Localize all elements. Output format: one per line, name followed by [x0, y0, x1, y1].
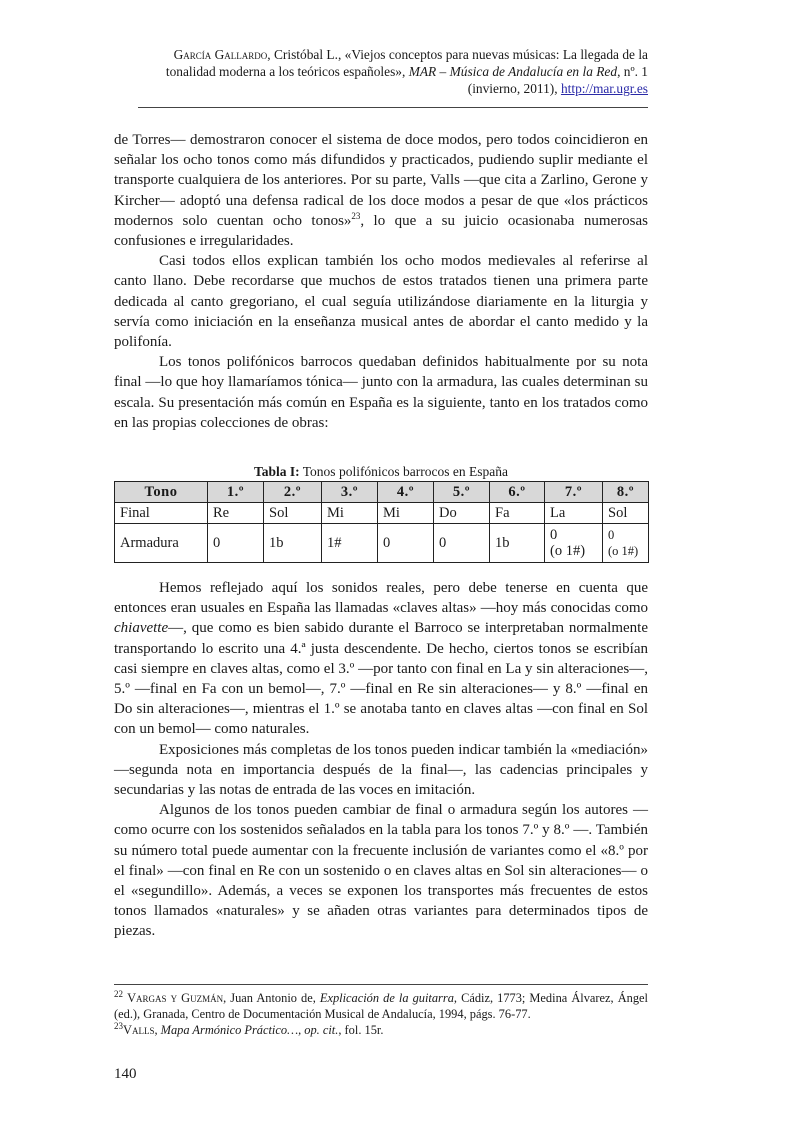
- table-cell: Fa: [490, 503, 545, 524]
- paragraph: Los tonos polifónicos barrocos quedaban definidos habitualmente por su nota final —lo que hoy llamaríamos tónica— junto con la armadura, las cuales determinan su escala. Su presentación más común en España es la siguiente, tanto en los tratados como en las propias colecciones de obras:: [114, 354, 648, 431]
- footnote-23: [114, 1022, 648, 1038]
- footnote-text: , Cádiz, 1773; Medina Álvarez, Ángel (ed.), Granada, Centro de Documentación Musical de Andalucía, 1994, págs. 76-77.: [114, 991, 648, 1021]
- table-cell: Final: [115, 503, 208, 524]
- paragraph-text: , lo que a su juicio ocasionaba numerosas confusiones e irregularidades.: [114, 212, 648, 250]
- table-cell: 0: [434, 524, 490, 563]
- footnote-number: 22: [114, 988, 123, 999]
- table-cell: La: [545, 503, 603, 524]
- footnote-title: Mapa Armónico Práctico…, op. cit.: [160, 1023, 339, 1037]
- table-cell: 1b: [490, 524, 545, 563]
- footnote-22: [114, 990, 648, 1022]
- table-cell: 0: [378, 524, 434, 563]
- cell-line: (o 1#): [550, 543, 586, 559]
- header-rule: [138, 107, 648, 108]
- cell-line: 0: [608, 528, 615, 542]
- table-cell: Mi: [378, 503, 434, 524]
- footnotes: [114, 990, 648, 1038]
- table-header-row: [115, 482, 649, 503]
- footnote-text: , fol. 15r.: [338, 1023, 384, 1037]
- header-cell: 1.º: [208, 482, 264, 503]
- header-cell: 8.º: [603, 482, 649, 503]
- running-header: [130, 46, 648, 97]
- table-cell: Sol: [603, 503, 649, 524]
- table-cell: Do: [434, 503, 490, 524]
- footnote-title: Explicación de la guitarra: [319, 991, 454, 1005]
- paragraph-text: Hemos reflejado aquí los sonidos reales, pero debe tenerse en cuenta que entonces eran usuales en España las llamadas «claves altas» —hoy más conocidas como: [114, 580, 648, 617]
- footnote-number: 23: [114, 1020, 123, 1031]
- footnote-rule: [114, 984, 648, 985]
- table-cell: 1#: [322, 524, 378, 563]
- footnote-ref-23[interactable]: 23: [351, 210, 361, 221]
- table-cell: [603, 524, 649, 563]
- header-cell: 3.º: [322, 482, 378, 503]
- header-cell: 4.º: [378, 482, 434, 503]
- cell-line: (o 1#): [608, 544, 639, 558]
- tones-table: [114, 481, 649, 563]
- header-cell: Tono: [115, 482, 208, 503]
- paragraph: [114, 130, 648, 251]
- table-cell: Re: [208, 503, 264, 524]
- footnote-author: Vargas y Guzmán: [127, 991, 224, 1005]
- caption-label: Tabla I:: [253, 464, 300, 479]
- table-cell: Sol: [264, 503, 322, 524]
- table-caption: [114, 463, 648, 480]
- table-row: [115, 503, 649, 524]
- header-cell: 6.º: [490, 482, 545, 503]
- header-cell: 5.º: [434, 482, 490, 503]
- table-cell: 0: [208, 524, 264, 563]
- table-cell: Armadura: [115, 524, 208, 563]
- paragraph: Algunos de los tonos pueden cambiar de final o armadura según los autores —como ocurre con los sostenidos señalados en la tabla para los tonos 7.º y 8.º —. También su número total puede aumentar con la frecuente inclusión de variantes como el «8.º por el final» —con final en Re con un sostenido o en claves altas en Sol sin alteraciones— o el «segundillo». Además, a veces se exponen los transportes más frecuentes de estos tonos llamados «naturales» y se añaden otras variantes para determinados tipos de piezas.: [114, 802, 648, 940]
- cell-line: 0: [550, 527, 558, 543]
- table-cell: 1b: [264, 524, 322, 563]
- italic-term: chiavette: [114, 620, 169, 637]
- header-issue: , nº. 1 (invierno, 2011),: [467, 64, 648, 96]
- body-text-top: [114, 130, 648, 433]
- paragraph-text: —, que como es bien sabido durante el Barroco se interpretaban normalmente transportando lo escrito una 4.ª justa descendente. De hecho, ciertos tonos se escribían casi siempre en claves altas, como el 3.º —por tanto con final en La y sin alteraciones—, 5.º —final en Fa con un bemol—, 7.º —final en Re sin alteraciones— y 8.º —final en Do sin alteraciones—, mientras el 1.º se anotaba tanto en claves altas —con final en Sol con un bemol— como naturales.: [114, 620, 648, 738]
- table-cell: [545, 524, 603, 563]
- table-row: [115, 524, 649, 563]
- header-cell: 2.º: [264, 482, 322, 503]
- header-cell: 7.º: [545, 482, 603, 503]
- paragraph-text: de Torres— demostraron conocer el sistema de doce modos, pero todos coincidieron en señalar los ocho tonos como más difundidos y practicados, pudiendo suplir mediante el transporte cualquiera de los anteriores. Por su parte, Valls —que cita a Zarlino, Gerone y Kircher— adoptó una defensa radical de los doce modos a pesar de que «los prácticos modernos solo cuentan ocho tonos»: [114, 132, 648, 229]
- footnote-author: Valls: [123, 1023, 155, 1037]
- header-journal: MAR – Música de Andalucía en la Red: [408, 64, 618, 79]
- paragraph: Exposiciones más completas de los tonos pueden indicar también la «mediación» —segunda nota en importancia después de la final—, las cadencias principales y secundarias y las notas de entrada de las voces en imitación.: [114, 741, 648, 799]
- caption-text: Tonos polifónicos barrocos en España: [299, 464, 509, 479]
- table-figure: [114, 463, 648, 563]
- page-number: 140: [114, 1066, 137, 1082]
- header-text: , Cristóbal L., «Viejos conceptos para nuevas músicas: La llegada de la tonalidad moderna a los teóricos españoles»,: [165, 47, 648, 79]
- paragraph: [114, 578, 648, 740]
- footnote-text: ,: [154, 1023, 161, 1037]
- header-author: García Gallardo: [173, 47, 268, 62]
- paragraph: Casi todos ellos explican también los ocho modos medievales al referirse al canto llano. Debe recordarse que muchos de estos tratados tienen una primera parte dedicada al canto gregoriano, el cual seguía utilizándose diariamente en la liturgia y servía como iniciación en la enseñanza musical antes de abordar el canto medido y la polifonía.: [114, 253, 648, 351]
- footnote-text: , Juan Antonio de,: [223, 991, 320, 1005]
- table-cell: Mi: [322, 503, 378, 524]
- header-url-link[interactable]: http://mar.ugr.es: [560, 81, 648, 96]
- body-text-bottom: [114, 578, 648, 942]
